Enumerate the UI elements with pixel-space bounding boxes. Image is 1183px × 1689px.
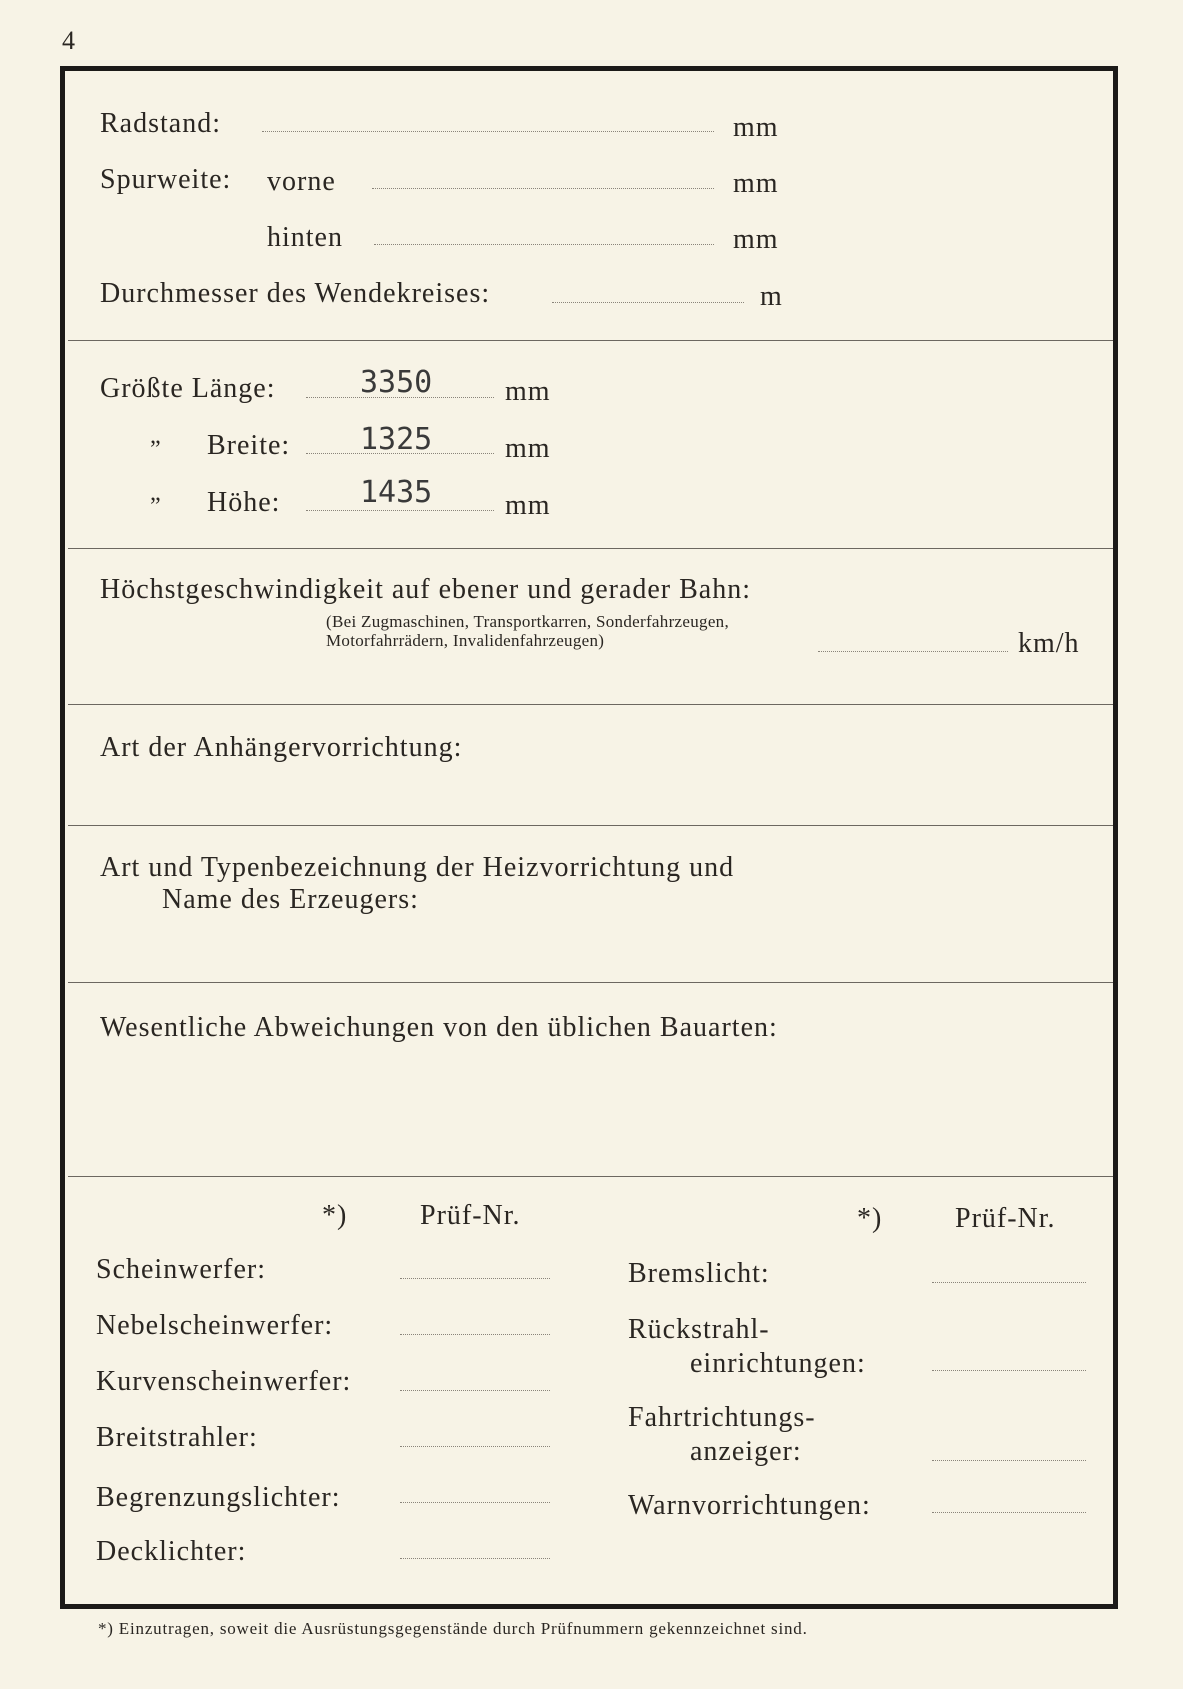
hoechstgeschwindigkeit-label: Höchstgeschwindigkeit auf ebener und gerader Bahn: [100,574,752,605]
radstand-unit: mm [733,112,779,143]
scheinwerfer-pruef-field[interactable] [400,1278,550,1279]
pruef-nr-left-header: Prüf-Nr. [420,1200,521,1231]
heizvorrichtung-label-1: Art und Typenbezeichnung der Heizvorrichtung und [100,852,735,883]
rueckstrahl-pruef-field[interactable] [932,1370,1086,1371]
section-divider-4 [68,825,1113,826]
nebelscheinwerfer-pruef-field[interactable] [400,1334,550,1335]
nebelscheinwerfer-label: Nebelscheinwerfer: [96,1310,334,1341]
hoehe-value: 1435 [360,475,433,510]
begrenzungslichter-pruef-field[interactable] [400,1502,550,1503]
fahrtrichtung-label-2: anzeiger: [690,1436,802,1467]
asterisk-left-header: *) [322,1200,348,1231]
hoehe-field[interactable] [306,510,494,511]
breite-value: 1325 [360,422,433,457]
fahrtrichtung-pruef-field[interactable] [932,1460,1086,1461]
section-divider-2 [68,548,1113,549]
spurweite-vorne-field[interactable] [372,188,714,189]
spurweite-hinten-field[interactable] [374,244,714,245]
section-divider-1 [68,340,1113,341]
decklichter-label: Decklichter: [96,1536,247,1567]
warnvorrichtungen-label: Warnvorrichtungen: [628,1490,871,1521]
section-divider-5 [68,982,1113,983]
fahrtrichtung-label-1: Fahrtrichtungs- [628,1402,816,1433]
wendekreis-field[interactable] [552,302,744,303]
kurvenscheinwerfer-pruef-field[interactable] [400,1390,550,1391]
breitstrahler-pruef-field[interactable] [400,1446,550,1447]
breite-quote: „ [150,423,162,449]
hoechstgeschwindigkeit-field[interactable] [818,651,1008,652]
abweichungen-field[interactable] [100,1050,1100,1170]
hoechstgeschwindigkeit-note-2: Motorfahrrädern, Invalidenfahrzeugen) [326,631,605,650]
breitstrahler-label: Breitstrahler: [96,1422,258,1453]
anhaengervorrichtung-field[interactable] [100,768,1100,822]
radstand-field[interactable] [262,131,714,132]
hoechstgeschwindigkeit-unit: km/h [1018,628,1080,659]
decklichter-pruef-field[interactable] [400,1558,550,1559]
warnvorrichtungen-pruef-field[interactable] [932,1512,1086,1513]
laenge-value: 3350 [360,365,433,400]
asterisk-right-header: *) [857,1203,883,1234]
hoechstgeschwindigkeit-note-1: (Bei Zugmaschinen, Transportkarren, Sonderfahrzeugen, [326,612,730,631]
spurweite-vorne-unit: mm [733,168,779,199]
anhaengervorrichtung-label: Art der Anhängervorrichtung: [100,732,463,763]
pruef-nr-right-header: Prüf-Nr. [955,1203,1056,1234]
spurweite-hinten-label: hinten [267,222,343,253]
section-divider-3 [68,704,1113,705]
frame-bottom-rule [60,1604,1118,1609]
bremslicht-label: Bremslicht: [628,1258,770,1289]
breite-unit: mm [505,433,551,464]
heizvorrichtung-label-2: Name des Erzeugers: [162,884,419,915]
wendekreis-label: Durchmesser des Wendekreises: [100,278,491,309]
spurweite-vorne-label: vorne [267,166,336,197]
kurvenscheinwerfer-label: Kurvenscheinwerfer: [96,1366,352,1397]
section-divider-6 [68,1176,1113,1177]
rueckstrahl-label-1: Rückstrahl- [628,1314,770,1345]
abweichungen-label: Wesentliche Abweichungen von den üblichen Bauarten: [100,1012,778,1043]
spurweite-hinten-unit: mm [733,224,779,255]
spurweite-label: Spurweite: [100,164,232,195]
rueckstrahl-label-2: einrichtungen: [690,1348,866,1379]
laenge-label: Größte Länge: [100,373,276,404]
wendekreis-unit: m [760,281,783,312]
begrenzungslichter-label: Begrenzungslichter: [96,1482,341,1513]
hoehe-label: Höhe: [207,487,281,518]
breite-label: Breite: [207,430,291,461]
scheinwerfer-label: Scheinwerfer: [96,1254,267,1285]
radstand-label: Radstand: [100,108,221,139]
hoehe-unit: mm [505,490,551,521]
page-number: 4 [62,26,76,55]
footnote: *) Einzutragen, soweit die Ausrüstungsgegenstände durch Prüfnummern gekennzeichnet sind. [98,1619,808,1638]
laenge-unit: mm [505,376,551,407]
heizvorrichtung-field[interactable] [100,920,1100,980]
hoehe-quote: „ [150,480,162,506]
bremslicht-pruef-field[interactable] [932,1282,1086,1283]
